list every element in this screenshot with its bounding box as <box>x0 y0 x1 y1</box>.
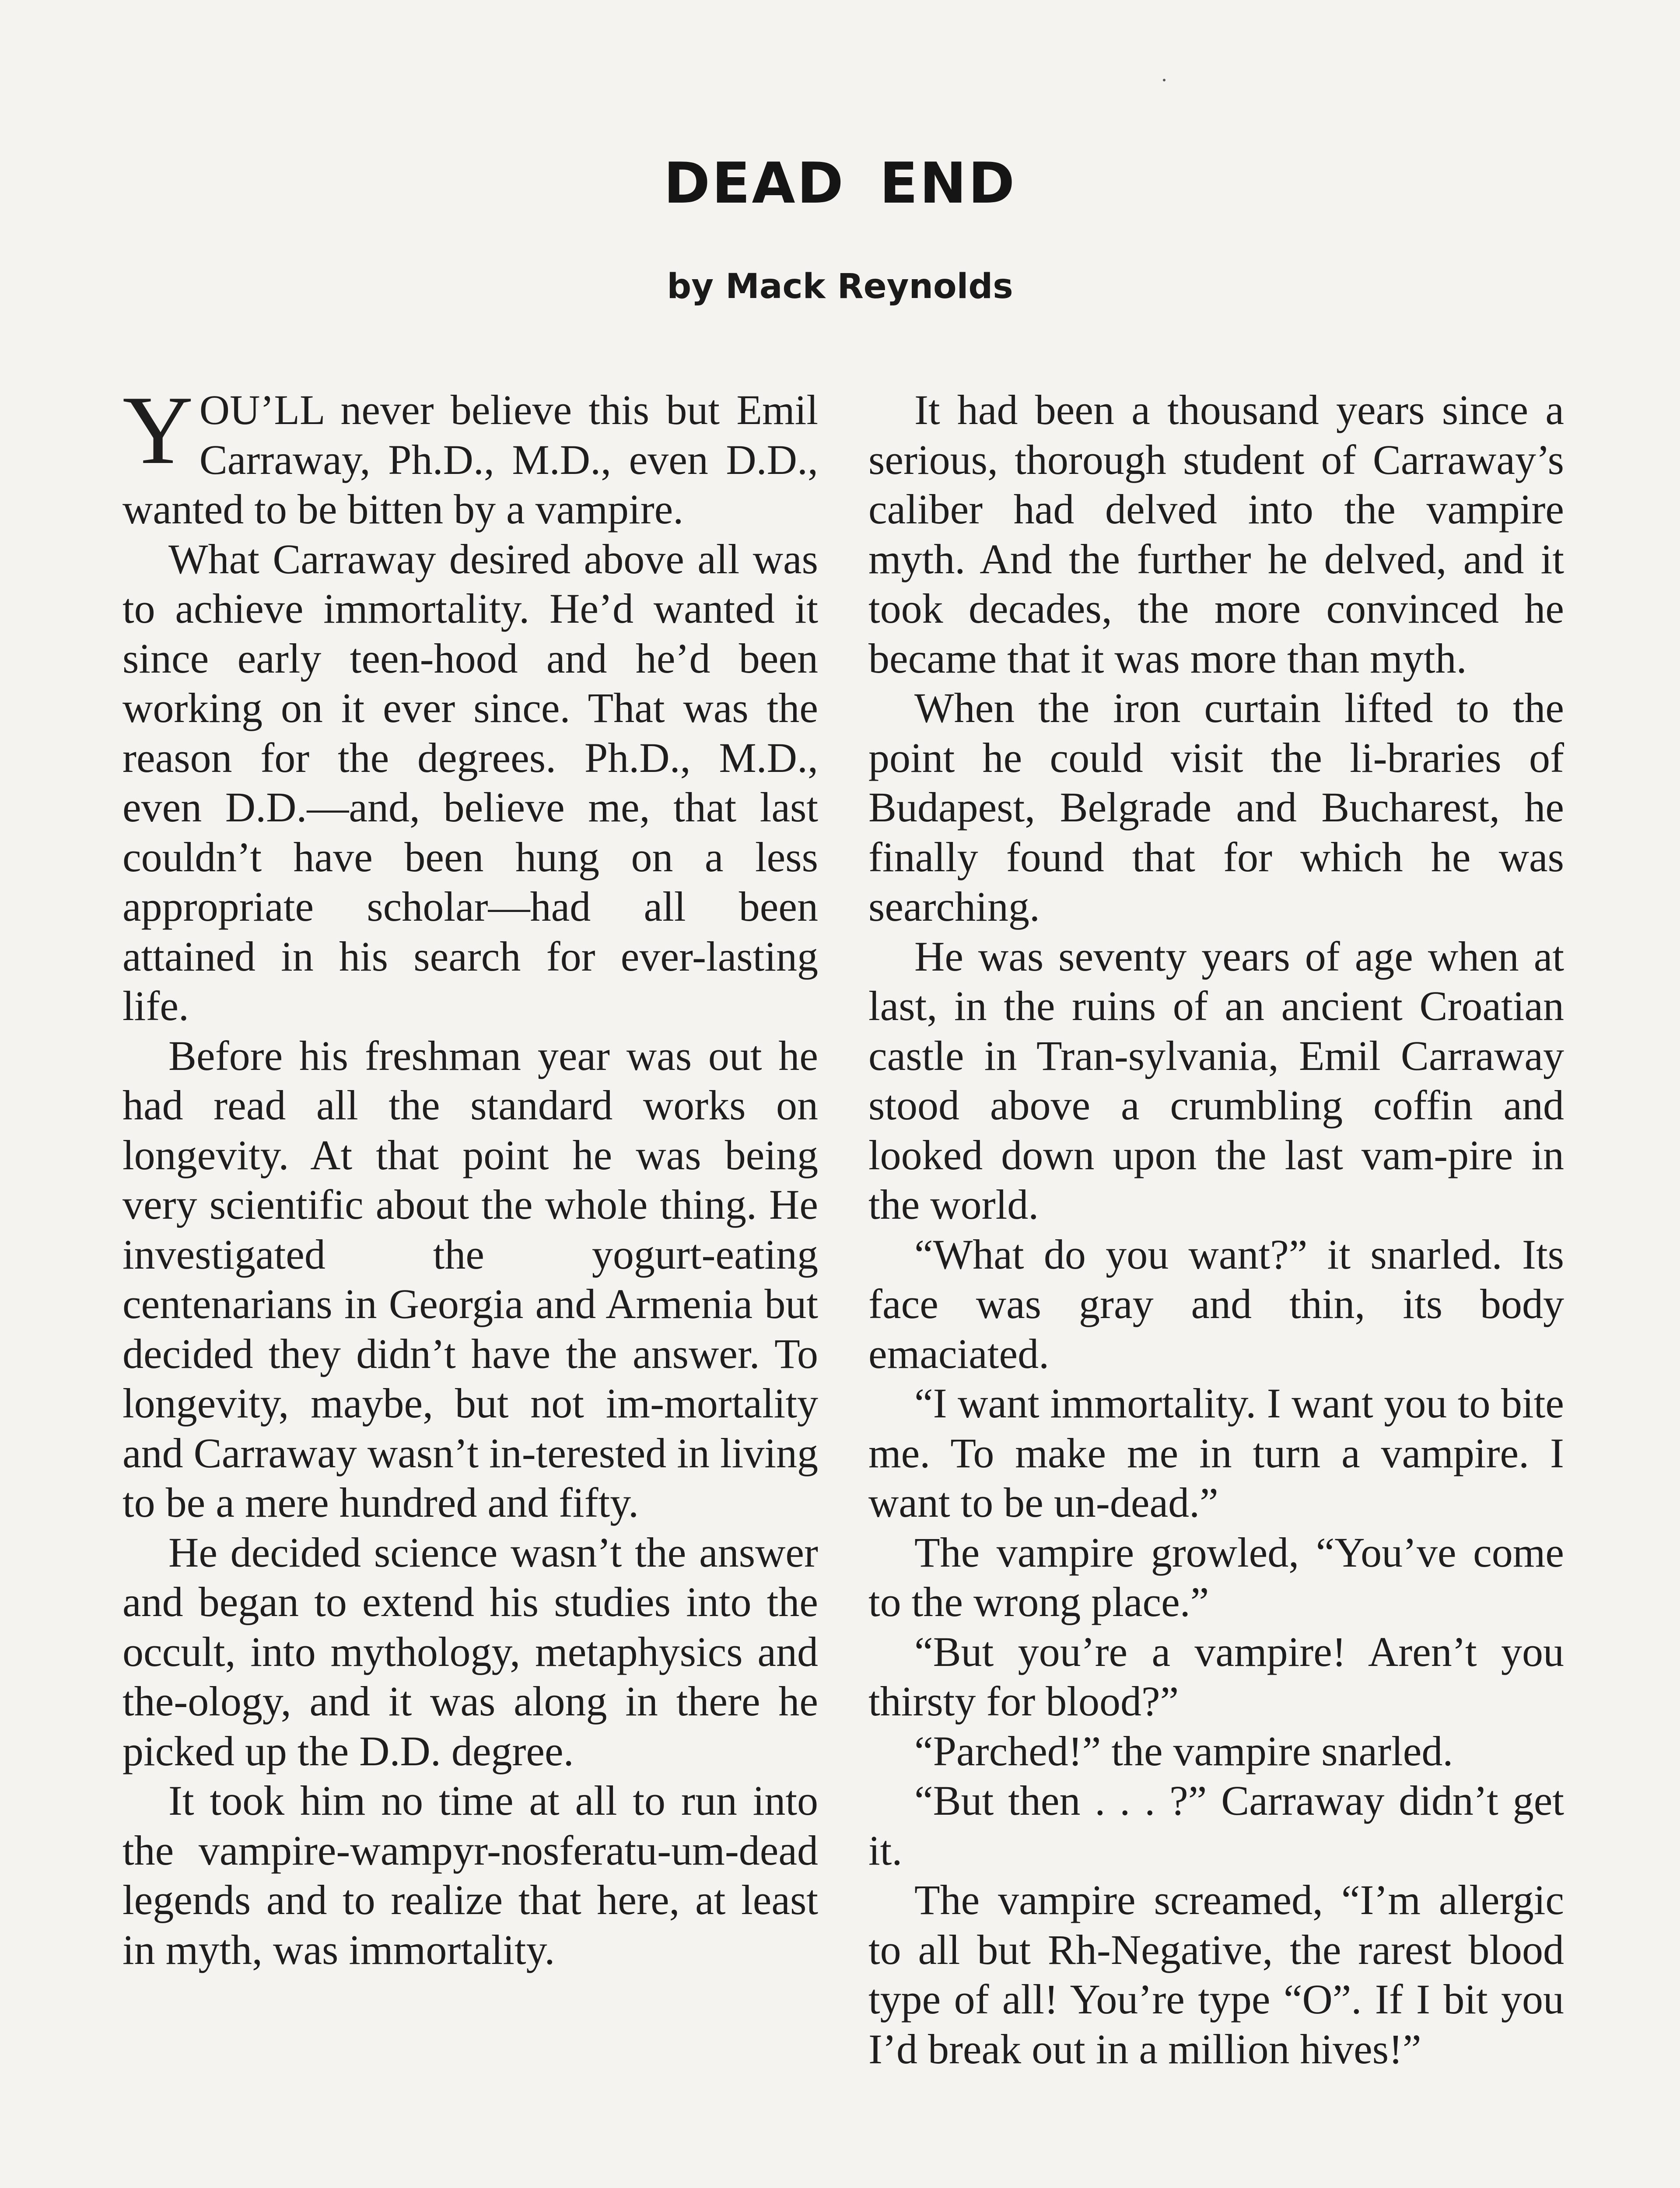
paragraph: “But you’re a vampire! Aren’t you thirsty for blood?” <box>868 1628 1564 1725</box>
paragraph <box>122 376 818 534</box>
left-column <box>122 376 818 1974</box>
article-byline: by Mack Reynolds <box>667 267 1013 306</box>
paragraph: He decided science wasn’t the answer and began to extend his studies into the occult, into mythology, metaphysics and the-ology, and it was along in there he picked up the D.D. degree. <box>122 1529 818 1774</box>
article-title: DEAD END <box>663 151 1017 216</box>
print-speck <box>1163 79 1166 81</box>
paragraph: What Carraway desired above all was to achieve immortality. He’d wanted it since early teen-hood and he’d been working on it ever since. That was the reason for the degrees. Ph.D., M.D., even D.D.—and, believe me, that last couldn’t have been hung on a less appropriate scholar—had all been attained in his search for ever-lasting life. <box>122 535 818 1029</box>
paragraph: “Parched!” the vampire snarled. <box>914 1727 1453 1774</box>
paragraph: “What do you want?” it snarled. Its face was gray and thin, its body emaciated. <box>868 1231 1564 1377</box>
paragraph: “But then . . . ?” Carraway didn’t get it. <box>868 1777 1564 1874</box>
drop-cap: Y <box>122 376 193 484</box>
right-column <box>868 385 1564 2074</box>
paragraph: He was seventy years of age when at last, in the ruins of an ancient Croatian castle in Tran-sylvania, Emil Carraway stood above a crumbling coffin and looked down upon the last vam-pire in the world. <box>868 933 1564 1228</box>
paragraph-text: OU’LL never believe this but Emil Carraway, Ph.D., M.D., even D.D., wanted to be bitten by a vampire. <box>122 386 818 533</box>
paragraph: It took him no time at all to run into the vampire-wampyr-nosferatu-um-dead legends and to realize that here, at least in myth, was immortality. <box>122 1777 818 1973</box>
paragraph: “I want immortality. I want you to bite me. To make me in turn a vampire. I want to be un-dead.” <box>868 1380 1564 1526</box>
paragraph: The vampire screamed, “I’m allergic to all but Rh-Negative, the rarest blood type of all! You’re type “O”. If I bit you I’d break out in a million hives!” <box>868 1876 1564 2072</box>
paragraph: It had been a thousand years since a serious, thorough student of Carraway’s caliber had delved into the vampire myth. And the further he delved, and it took decades, the more convinced he became that it was more than myth. <box>868 386 1564 682</box>
paragraph: Before his freshman year was out he had read all the standard works on longevity. At that point he was being very scientific about the whole thing. He investigated the yogurt-eating centenarians in Georgia and Armenia but decided they didn’t have the answer. To longevity, maybe, but not im-mortality and Carraway wasn’t in-terested in living to be a mere hundred and fifty. <box>122 1032 818 1526</box>
paragraph: The vampire growled, “You’ve come to the wrong place.” <box>868 1529 1564 1625</box>
paragraph: When the iron curtain lifted to the point he could visit the li-braries of Budapest, Belgrade and Bucharest, he finally found that for which he was searching. <box>868 684 1564 930</box>
